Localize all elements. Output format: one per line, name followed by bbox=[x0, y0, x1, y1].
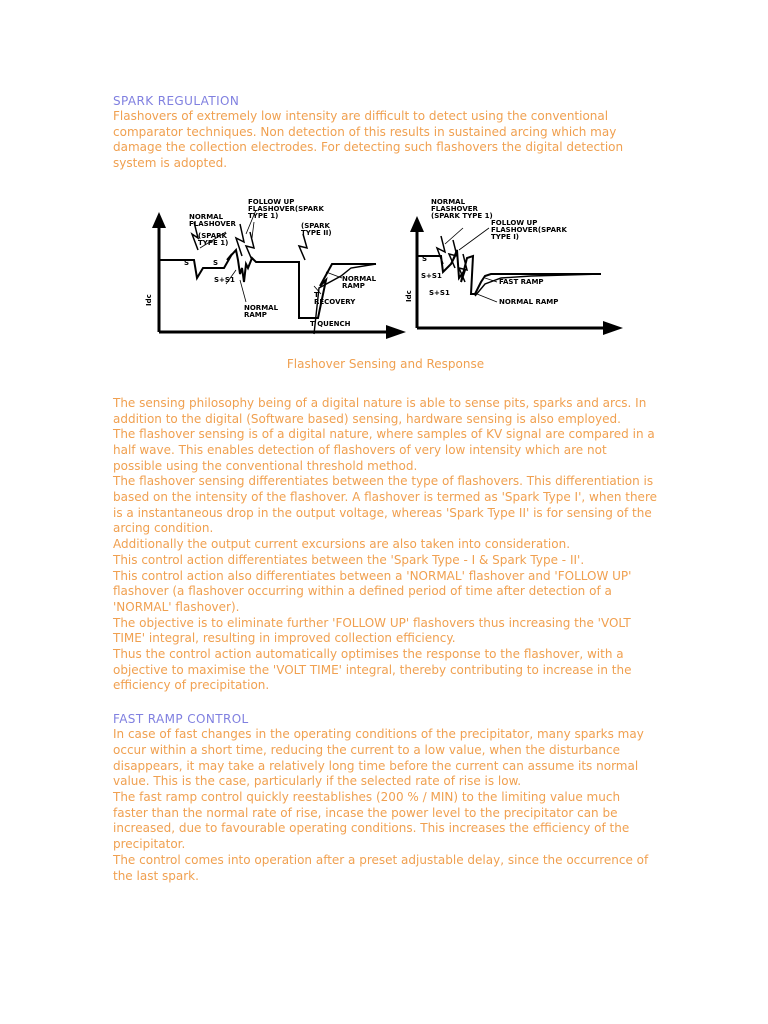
normal-ramp-right-label-2: RAMP bbox=[342, 281, 365, 290]
left-axis-label: Idc bbox=[145, 294, 153, 306]
left-diagram bbox=[136, 198, 426, 348]
fast-ramp-label: FAST RAMP bbox=[499, 277, 544, 286]
paragraph: The control comes into operation after a preset adjustable delay, since the occurrence of the last spark. bbox=[113, 852, 649, 883]
spark-type-2-label: (SPARK bbox=[301, 221, 330, 230]
right-axis-label: Idc bbox=[405, 290, 413, 302]
section-gap bbox=[113, 694, 658, 711]
right-normal-label-3: (SPARK TYPE 1) bbox=[431, 211, 493, 220]
t-recovery-label: T bbox=[314, 290, 319, 299]
t-recovery-label-2: RECOVERY bbox=[314, 297, 356, 306]
right-s-label: S bbox=[422, 254, 428, 263]
right-s-s1-label: S+S1 bbox=[421, 271, 442, 280]
right-follow-up-label: FOLLOW UP bbox=[491, 218, 538, 227]
paragraph: This control action differentiates between the 'Spark Type - I & Spark Type - II'. bbox=[113, 552, 585, 567]
paragraph: The sensing philosophy being of a digital nature is able to sense pits, sparks and arcs. In addition to the digital (Software based) sensing, hardware sensing is also employed. bbox=[113, 395, 647, 426]
figure-caption: Flashover Sensing and Response bbox=[286, 356, 485, 371]
paragraph: Thus the control action automatically optimises the response to the flashover, with a objective to maximise the 'VOLT TIME' integral, thereby contributing to increase in the efficiency of precipitation. bbox=[113, 647, 632, 693]
paragraph: The flashover sensing is of a digital nature, where samples of KV signal are compared in a half wave. This enables detection of flashovers of very low intensity which are not possible using the conventional threshold method. bbox=[113, 427, 655, 473]
section-heading-spark-regulation: SPARK REGULATION bbox=[113, 94, 240, 108]
follow-up-label-3: TYPE 1) bbox=[248, 211, 279, 220]
spark-type-1-label: (SPARK bbox=[198, 231, 227, 240]
t-quench-label: T QUENCH bbox=[310, 319, 351, 328]
right-normal-ramp-label: NORMAL RAMP bbox=[499, 297, 559, 306]
s-s1-label: S+S1 bbox=[214, 275, 235, 284]
s-label-2: S bbox=[213, 258, 219, 267]
paragraph: The fast ramp control quickly reestablishes (200 % / MIN) to the limiting value much faster than the normal rate of rise, incase the power level to the precipitator can be increased, due to favourable operating conditions. This increases the efficiency of the precipitator. bbox=[113, 789, 630, 852]
normal-flashover-label-2: FLASHOVER bbox=[189, 219, 236, 228]
right-normal-label: NORMAL bbox=[431, 197, 466, 206]
paragraph: The objective is to eliminate further 'FOLLOW UP' flashovers thus increasing the 'VOLT TIME' integral, resulting in improved collection efficiency. bbox=[113, 615, 631, 646]
normal-ramp-right-label: NORMAL bbox=[342, 274, 377, 283]
spark-type-1-label-2: TYPE 1) bbox=[198, 238, 229, 247]
paragraph: Additionally the output current excursions are also taken into consideration. bbox=[113, 537, 571, 552]
flashover-figure bbox=[113, 198, 658, 348]
normal-flashover-label: NORMAL bbox=[189, 212, 224, 221]
paragraph: This control action also differentiates between a 'NORMAL' flashover and 'FOLLOW UP' flashover (a flashover occurring within a defined period of time after detection of a 'NORMAL' flashover). bbox=[113, 568, 632, 614]
normal-ramp-label-2: RAMP bbox=[244, 310, 267, 319]
document-page bbox=[113, 93, 658, 884]
right-s-s1-label-2: S+S1 bbox=[429, 288, 450, 297]
follow-up-label: FOLLOW UP bbox=[248, 197, 295, 206]
section-heading-fast-ramp-control: FAST RAMP CONTROL bbox=[113, 712, 249, 727]
paragraph: The flashover sensing differentiates between the type of flashovers. This differentiation is based on the intensity of the flashover. A flashover is termed as 'Spark Type I', when there is a instantaneous drop in the output voltage, whereas 'Spark Type II' is for sensing of the arcing condition. bbox=[113, 474, 657, 536]
right-follow-up-label-2: FLASHOVER(SPARK bbox=[491, 225, 567, 234]
follow-up-label-2: FLASHOVER(SPARK bbox=[248, 204, 324, 213]
right-follow-up-label-3: TYPE I) bbox=[491, 232, 519, 241]
normal-ramp-label: NORMAL bbox=[244, 303, 279, 312]
spark-type-2-label-2: TYPE II) bbox=[301, 228, 332, 237]
paragraph: In case of fast changes in the operating conditions of the precipitator, many sparks may occur within a short time, reducing the current to a low value, when the disturbance disappears, it may take a relatively long time before the current can assume its normal value. This is the case, particularly if the selected rate of rise is low. bbox=[113, 727, 644, 789]
right-diagram bbox=[401, 198, 631, 348]
right-normal-label-2: FLASHOVER bbox=[431, 204, 478, 213]
paragraph: Flashovers of extremely low intensity are difficult to detect using the conventional comparator techniques. Non detection of this results in sustained arcing which may damage the collection electrodes. For detecting such flashovers the digital detection system is adopted. bbox=[113, 109, 624, 171]
s-label: S bbox=[184, 258, 190, 267]
